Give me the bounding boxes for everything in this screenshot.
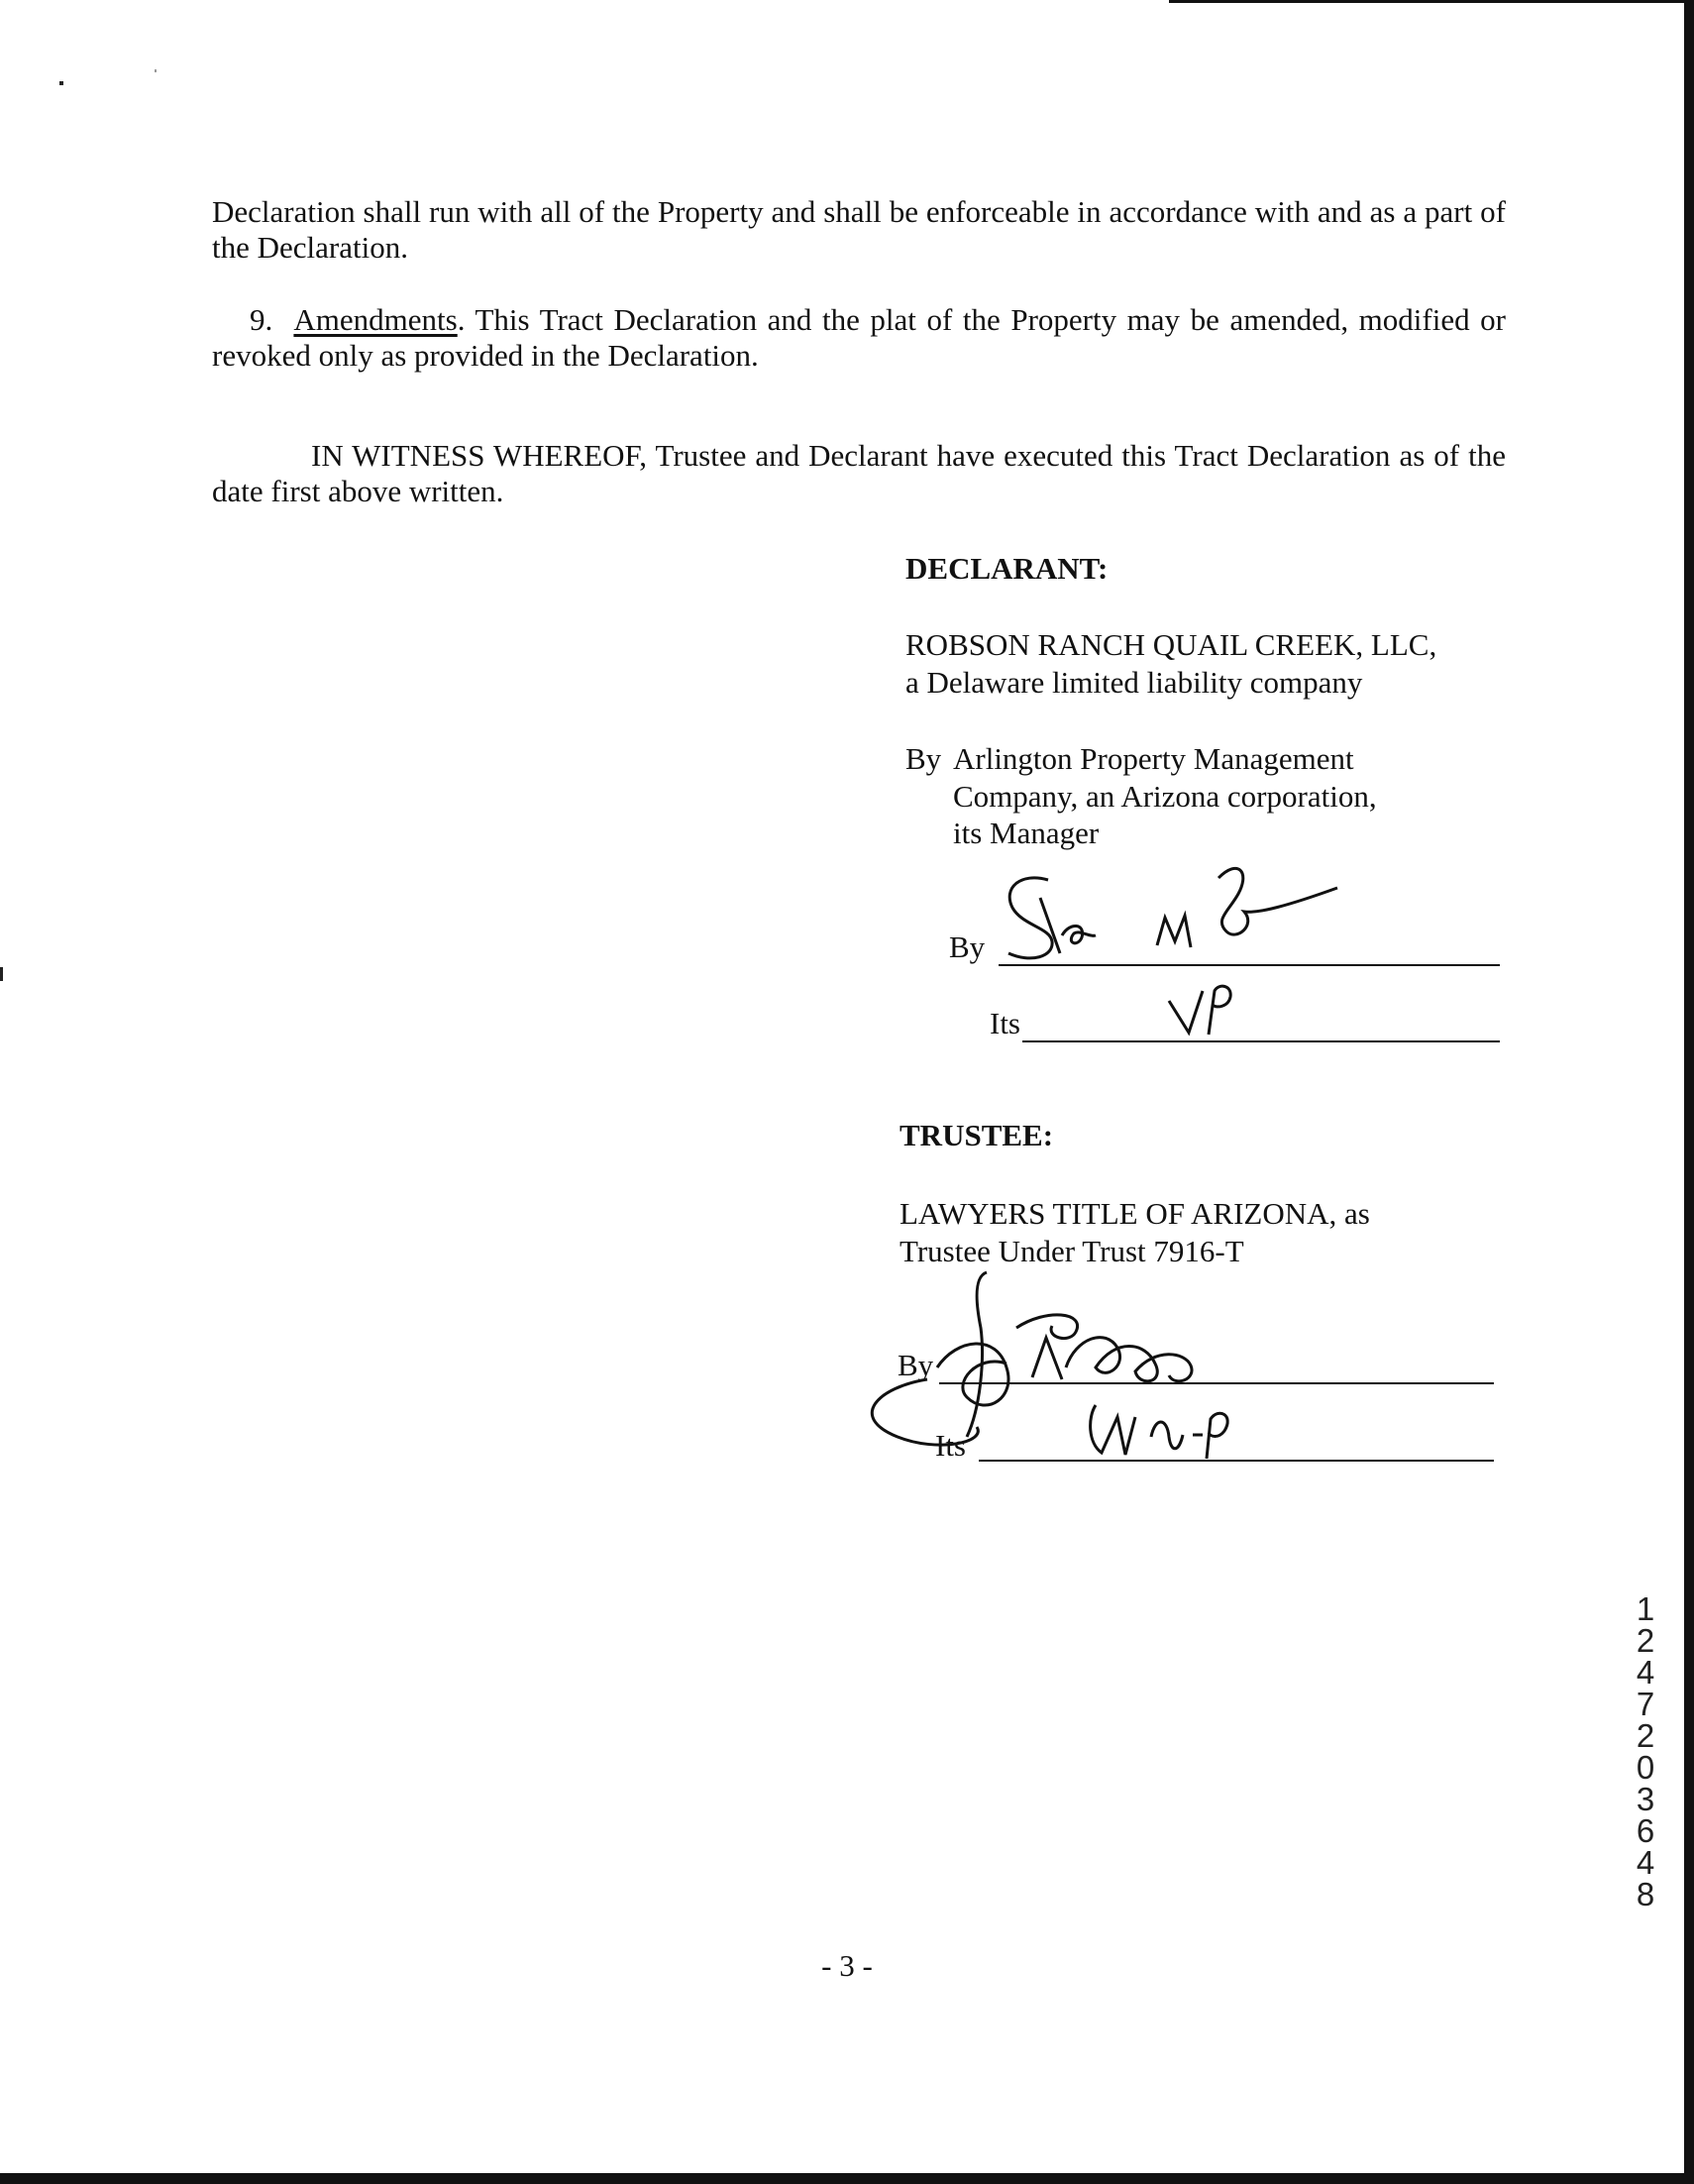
page-number: - 3 - (821, 1948, 873, 1983)
declarant-manager-line3: its Manager (953, 816, 1100, 850)
declarant-entity-type: a Delaware limited liability company (905, 665, 1363, 700)
declarant-its-signature-line (1022, 1040, 1500, 1042)
declarant-by-label: By (949, 929, 986, 964)
scan-edge-bottom (0, 2173, 1694, 2184)
section-9-text: . This Tract Declaration and the plat of the Property may be amended, modified or revoked only as provided in the Declaration. (212, 302, 1507, 373)
declarant-by-prefix: By (905, 741, 942, 776)
section-9-paragraph (212, 302, 1506, 374)
trustee-by-label: By (898, 1348, 934, 1382)
scan-edge-top (1169, 0, 1694, 3)
scan-speck (59, 81, 63, 85)
declarant-heading: DECLARANT: (905, 551, 1109, 586)
declarant-its-label: Its (990, 1006, 1020, 1040)
trustee-entity-detail: Trustee Under Trust 7916-T (900, 1234, 1244, 1268)
section-9-heading: Amendments (293, 302, 458, 337)
declarant-title-signature-icon (1159, 981, 1248, 1040)
trustee-entity-name: LAWYERS TITLE OF ARIZONA, as (900, 1196, 1370, 1231)
declarant-signature-icon (991, 858, 1367, 977)
section-9-number: 9. (250, 302, 273, 337)
scan-speck (155, 69, 157, 72)
trustee-its-label: Its (935, 1428, 966, 1463)
paragraph-intro: Declaration shall run with all of the Property and shall be enforceable in accordance with and as a part of the Declaration. (212, 194, 1506, 265)
scan-speck (0, 967, 3, 981)
document-stamp-number: 12472 03648 (1636, 1590, 1655, 1912)
declarant-entity-name: ROBSON RANCH QUAIL CREEK, LLC, (905, 627, 1437, 662)
witness-paragraph: IN WITNESS WHEREOF, Trustee and Declarant have executed this Tract Declaration as of the date first above written. (212, 438, 1506, 508)
trustee-heading: TRUSTEE: (900, 1118, 1054, 1152)
trustee-signature-icon (858, 1268, 1274, 1467)
scan-edge-right (1684, 0, 1694, 2184)
declarant-manager-line2: Company, an Arizona corporation, (953, 779, 1377, 814)
declarant-manager-line1: Arlington Property Management (953, 741, 1354, 776)
